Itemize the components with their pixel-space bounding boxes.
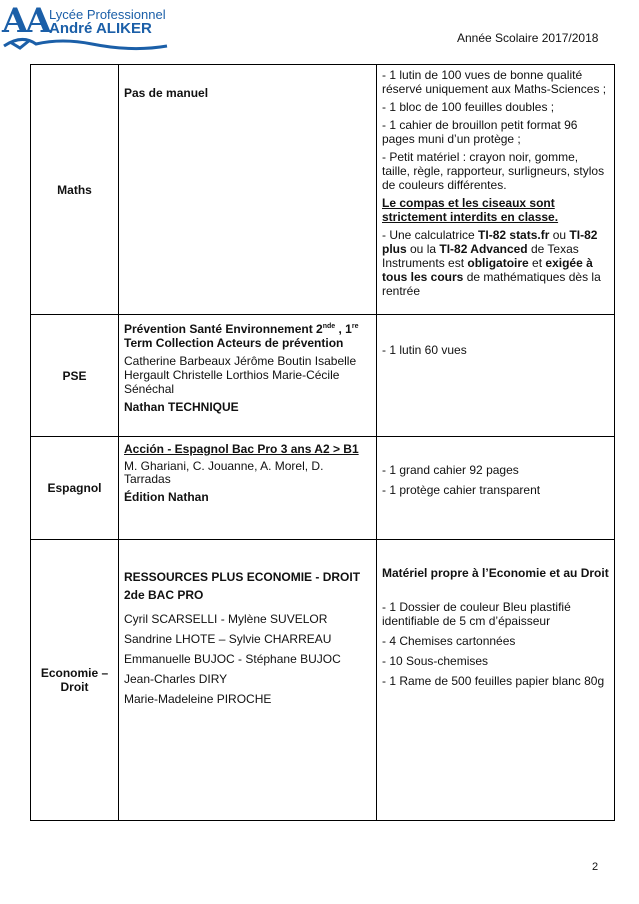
supply-item: - 1 Dossier de couleur Bleu plastifié identifiable de 5 cm d’épaisseur <box>382 600 571 628</box>
manual-author: Marie-Madeleine PIROCHE <box>124 692 272 706</box>
supply-item: - 10 Sous-chemises <box>382 654 489 668</box>
manual-title: RESSOURCES PLUS ECONOMIE - DROIT <box>124 570 361 584</box>
school-logo <box>2 1 172 54</box>
publisher: Nathan TECHNIQUE <box>124 400 239 414</box>
supply-item: - 1 grand cahier 92 pages <box>382 463 519 477</box>
logo-line2: André ALIKER <box>49 20 152 37</box>
manual-title: Prévention Santé Environnement 2nde , 1re Term Collection Acteurs de prévention <box>124 322 359 350</box>
supply-item: - 1 Rame de 500 feuilles papier blanc 80g <box>382 674 605 688</box>
logo-mark: AA <box>2 1 49 41</box>
calculator-requirement: - Une calculatrice TI-82 stats.fr ou TI-82 plus ou la TI-82 Advanced de Texas Instruments est obligatoire et exigée à tous les cours de mathématiques dès la rentrée <box>382 228 601 298</box>
manual-author: Sandrine LHOTE – Sylvie CHARREAU <box>124 632 332 646</box>
table-row <box>30 314 615 436</box>
table-row <box>30 436 615 539</box>
supply-item: - 1 protège cahier transparent <box>382 483 541 497</box>
manual-author: Emmanuelle BUJOC - Stéphane BUJOC <box>124 652 341 666</box>
supply-item: - 1 lutin 60 vues <box>382 343 467 357</box>
subject-cell: Espagnol <box>31 437 119 539</box>
page-number: 2 <box>592 861 599 873</box>
manual-level: 2de BAC PRO <box>124 588 204 602</box>
subject-cell: Economie – Droit <box>31 540 119 820</box>
supply-item: - 1 lutin de 100 vues de bonne qualité réservé uniquement aux Maths-Sciences ; <box>382 68 607 96</box>
subject-cell: PSE <box>31 315 119 436</box>
manual-author: Jean-Charles DIRY <box>124 672 228 686</box>
logo-wave-icon <box>2 32 172 56</box>
manual-authors: Catherine Barbeaux Jérôme Boutin Isabelle Hergault Christelle Lorthios Marie-Cécile Sénéchal <box>124 354 357 396</box>
table-row <box>30 539 615 821</box>
supplies-title: Matériel propre à l’Economie et au Droit <box>382 566 609 580</box>
supply-item: - 1 bloc de 100 feuilles doubles ; <box>382 100 555 114</box>
subject-cell: Maths <box>31 65 119 314</box>
supply-item: - 4 Chemises cartonnées <box>382 634 516 648</box>
supply-item: - 1 cahier de brouillon petit format 96 pages muni d’un protège ; <box>382 118 578 146</box>
school-year: Année Scolaire 2017/2018 <box>457 31 599 45</box>
manual-title: Acción - Espagnol Bac Pro 3 ans A2 > B1 <box>124 442 359 456</box>
warning-text: Le compas et les ciseaux sont strictement interdits en classe. <box>382 196 559 224</box>
logo-line1: Lycée Professionnel <box>49 7 166 22</box>
manual-author: Cyril SCARSELLI - Mylène SUVELOR <box>124 612 328 626</box>
manual-title: Pas de manuel <box>124 86 209 100</box>
manual-authors: M. Ghariani, C. Jouanne, A. Morel, D. Tarradas <box>124 459 324 486</box>
publisher: Édition Nathan <box>124 490 209 504</box>
table-row <box>30 64 615 314</box>
supply-item: - Petit matériel : crayon noir, gomme, taille, règle, rapporteur, surligneurs, stylos de couleurs différentes. <box>382 150 605 192</box>
